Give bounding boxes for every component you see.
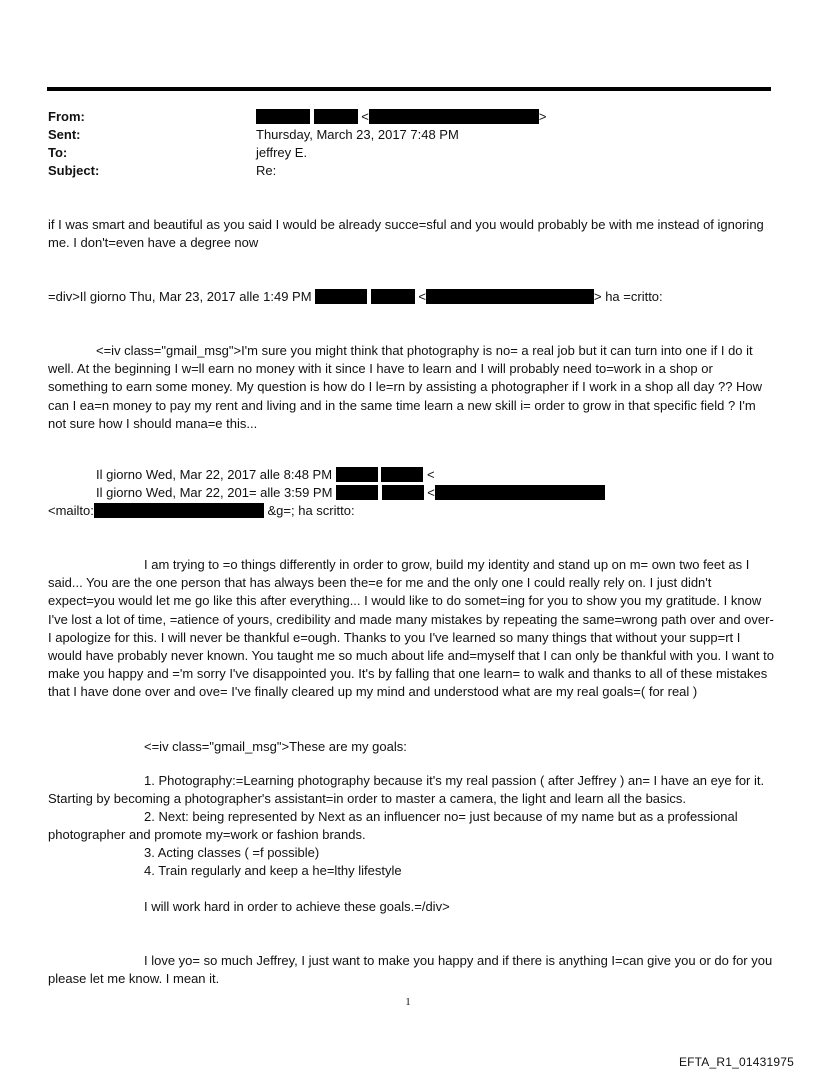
subject-label: Subject: [48,163,100,178]
redaction-box [336,485,378,500]
subject-value: Re: [256,163,277,178]
redaction-box [314,109,358,124]
goal-4: 4. Train regularly and keep a he=lthy lifestyle [144,863,402,878]
quote-header-1 [48,288,663,306]
quote1-suffix: > ha =critto: [594,289,663,304]
redaction-box [371,289,415,304]
page-number: 1 [405,996,411,1008]
quote1-prefix: =div>Il giorno Thu, Mar 23, 2017 alle 1:49 PM [48,289,312,304]
to-label: To: [48,145,68,160]
goal-1: 1. Photography:=Learning photography because it's my real passion ( after Jeffrey ) an= I have an eye for it. Starting by becoming a photographer's assistant=in order to master a camera, the light and learn all the basics. [48,773,765,807]
redaction-box [336,467,378,482]
redaction-box [256,109,310,124]
goal-2: 2. Next: being represented by Next as an influencer no= just because of my name but as a professional photographer and promote my=work or fashion brands. [48,809,738,843]
redaction-box [381,467,423,482]
mailto-prefix: <mailto: [48,503,94,518]
quote2-lt2: < [427,485,435,500]
body-paragraph-2: <=iv class="gmail_msg">I'm sure you might think that photography is no= a real job but it can turn into one if I do it well. At the beginning I w=ll earn no money with it since I have to learn and I will probably need to=work in a shop or something to earn some money. My question is how do I le=rn by assisting a photographer if I work in a shop all day ?? How can I ea=n money to pay my rent and living and in the same time learn a new skill i= order to grow in that specific field ? I'm not sure how I should mana=e this... [48,343,763,431]
mailto-suffix: &g=; ha scritto: [267,503,355,518]
goals-intro: <=iv class="gmail_msg">These are my goals: [144,739,407,754]
quote2-lt1: < [426,467,435,482]
from-label: From: [48,109,85,124]
from-value [256,108,546,126]
sent-label: Sent: [48,127,81,142]
quote1-lt: < [418,289,426,304]
mailto-line [48,502,355,520]
from-lt: < [361,109,369,124]
sent-value: Thursday, March 23, 2017 7:48 PM [256,127,459,142]
body-paragraph-1: if I was smart and beautiful as you said I would be already succe=sful and you would probably be with me instead of ignoring me. I don't=even have a degree now [48,217,764,251]
body-paragraph-closing: I love yo= so much Jeffrey, I just want to make you happy and if there is anything I=can give you or do for you please let me know. I mean it. [48,953,773,987]
redaction-box [426,289,594,304]
redaction-box [315,289,367,304]
body-paragraph-3: I am trying to =o things differently in order to grow, build my identity and stand up on m= own two feet as I said... You are the one person that has always been the=e for me and the only one I could really rely on. I just didn't expect=you would let me go like this after everything... I would like to do somet=ing for you to show you my gratitude. I know I've lost a lot of time, =atience of yours, credibility and made many mistakes by repeating the same=wrong path over and over- I apologize for this. I will never be thankful e=ough. Thanks to you I've learned so many things that without your supp=rt I would have probably never known. You taught me so much about life and=myself that I can only be thankful with you. I want to make you happy and ='m sorry I've disappointed you. It's by falling that one learn= to walk and thanks to all of these mistakes that I have done over and ove= I've finally cleared up my mind and understood what are my real goals=( for real ) [48,557,774,700]
top-rule [47,87,771,91]
redaction-box [435,485,605,500]
redaction-box [382,485,424,500]
goal-3: 3. Acting classes ( =f possible) [144,845,320,860]
quote2-line1: Il giorno Wed, Mar 22, 2017 alle 8:48 PM [96,467,333,482]
document-id: EFTA_R1_01431975 [678,1055,794,1069]
to-value: jeffrey E. [256,145,308,160]
redaction-box [94,503,264,518]
quote-header-3 [96,484,605,502]
from-gt: > [538,109,547,124]
work-hard-line: I will work hard in order to achieve these goals.=/div> [144,899,450,914]
redaction-box [369,109,539,124]
quote2-line2: Il giorno Wed, Mar 22, 201= alle 3:59 PM [96,485,333,500]
quote-header-2 [96,466,435,484]
